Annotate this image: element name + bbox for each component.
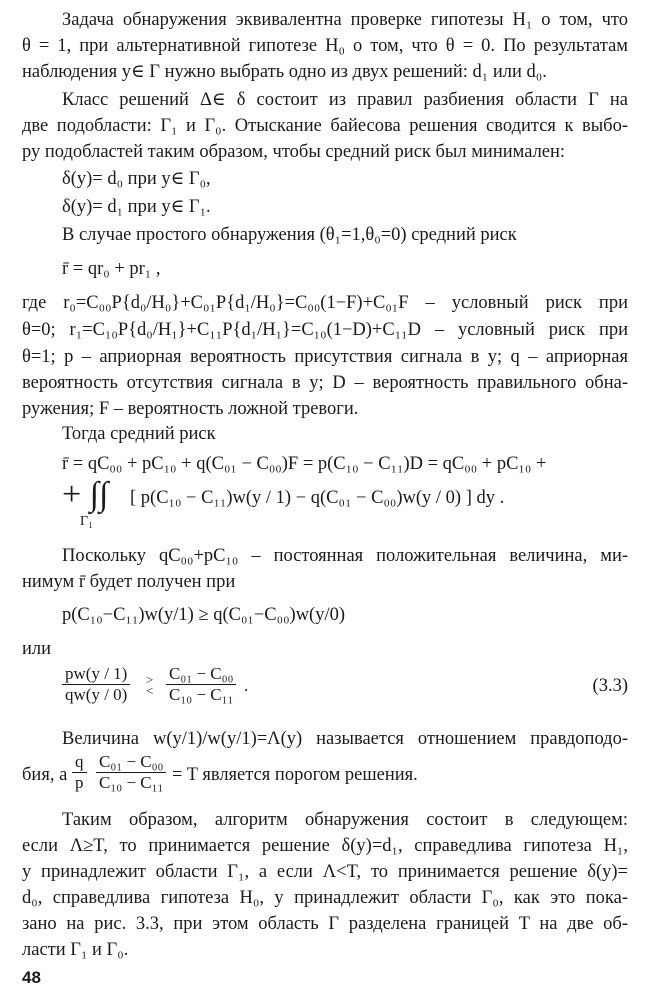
double-integral-sign: + ∫∫ xyxy=(62,476,109,513)
text-line: θ = 1, при альтернативной гипотезе H₀ о том, что θ = 0. По результатам xyxy=(22,36,628,56)
text-line: Поскольку qC₀₀+pC₁₀ – постоянная положительная величина, ми- xyxy=(62,546,628,566)
text-line: ласти Γ₁ и Γ₀. xyxy=(22,940,129,960)
equation-period: . xyxy=(244,676,249,695)
threshold-fraction-qp xyxy=(72,752,87,793)
formula-line: [ p(C₁₀ − C₁₁)w(y / 1) − q(C₀₁ − C₀₀)w(y / 0) ] dy . xyxy=(130,488,505,508)
equation-number: (3.3) xyxy=(592,676,628,696)
text-line: Величина w(y/1)/w(y/1)=Λ(y) называется отношением правдоподо- xyxy=(62,729,628,749)
likelihood-fraction xyxy=(62,664,130,705)
formula-line: p(C₁₀−C₁₁)w(y/1) ≥ q(C₀₁−C₀₀)w(y/0) xyxy=(62,605,346,625)
formula-line: δ(y)= d₁ при y∈ Γ₁. xyxy=(62,197,211,217)
text-line: вероятность отсутствия сигнала в y; D – вероятность правильного обна- xyxy=(22,373,628,393)
text-line: Класс решений Δ∈ δ состоит из правил разбиения области Γ на xyxy=(62,90,628,110)
text-line: = T является порогом решения. xyxy=(172,765,418,785)
text-line: d₀, справедлива гипотеза H₀, y принадлежит области Γ₀, как это пока- xyxy=(22,888,628,908)
text-line: В случае простого обнаружения (θ₁=1,θ₀=0) средний риск xyxy=(62,225,517,245)
text-line: две подобласти: Γ₁ и Γ₀. Отыскание байесова решения сводится к выбо- xyxy=(22,116,628,136)
fraction-denominator: C₁₀ − C₁₁ xyxy=(99,773,164,792)
fraction-numerator: pw(y / 1) xyxy=(62,664,130,685)
threshold-fraction-c xyxy=(96,752,166,793)
text-line: наблюдения y∈ Γ нужно выбрать одно из двух решений: d₁ или d₀. xyxy=(22,62,547,82)
fraction-denominator: C₁₀ − C₁₁ xyxy=(169,685,234,704)
formula-line: r̄ = qC₀₀ + pC₁₀ + q(C₀₁ − C₀₀)F = p(C₁₀ − C₁₁)D = qC₀₀ + pC₁₀ + xyxy=(62,454,547,474)
text-line: Тогда средний риск xyxy=(62,424,216,444)
text-line: y принадлежит области Γ₁, а если Λ<T, то принимается решение δ(y)= xyxy=(22,862,628,882)
text-line: зано на рис. 3.3, при этом область Γ разделена границей T на две об- xyxy=(22,914,628,934)
text-line: где r₀=C₀₀P{d₀/H₀}+C₀₁P{d₁/H₀}=C₀₀(1−F)+C₀₁F – условный риск при xyxy=(22,293,628,313)
text-line: θ=0; r₁=C₁₀P{d₀/H₁}+C₁₁P{d₁/H₁}=C₁₀(1−D)+C₁₁D – условный риск при xyxy=(22,320,628,340)
integral-region: Γ₁ xyxy=(80,514,93,529)
text-line: нимум r̄ будет получен при xyxy=(22,572,236,592)
fraction-numerator: C₀₁ − C₀₀ xyxy=(166,664,236,685)
fraction-denominator: p xyxy=(75,773,84,792)
formula-line: δ(y)= d₀ при y∈ Γ₀, xyxy=(62,169,211,189)
text-line: если Λ≥T, то принимается решение δ(y)=d₁, справедлива гипотеза H₁, xyxy=(22,836,628,856)
relation-sign: > < xyxy=(146,672,154,698)
cost-fraction xyxy=(166,664,236,705)
text-line: ружения; F – вероятность ложной тревоги. xyxy=(22,399,359,419)
text-line: или xyxy=(22,639,52,659)
formula-line: r̄ = qr₀ + pr₁ , xyxy=(62,259,161,279)
page-number: 48 xyxy=(22,968,41,987)
fraction-numerator: q xyxy=(72,752,87,773)
fraction-numerator: C₀₁ − C₀₀ xyxy=(96,752,166,773)
text-line: ру подобластей таким образом, чтобы средний риск был минимален: xyxy=(22,142,566,162)
text-line: Таким образом, алгоритм обнаружения состоит в следующем: xyxy=(62,810,628,830)
text-line: Задача обнаружения эквивалентна проверке гипотезы H₁ о том, что xyxy=(62,10,628,30)
fraction-denominator: qw(y / 0) xyxy=(65,685,128,704)
text-line: бия, а xyxy=(22,765,68,785)
text-line: θ=1; p – априорная вероятность присутствия сигнала в y; q – априорная xyxy=(22,347,628,367)
